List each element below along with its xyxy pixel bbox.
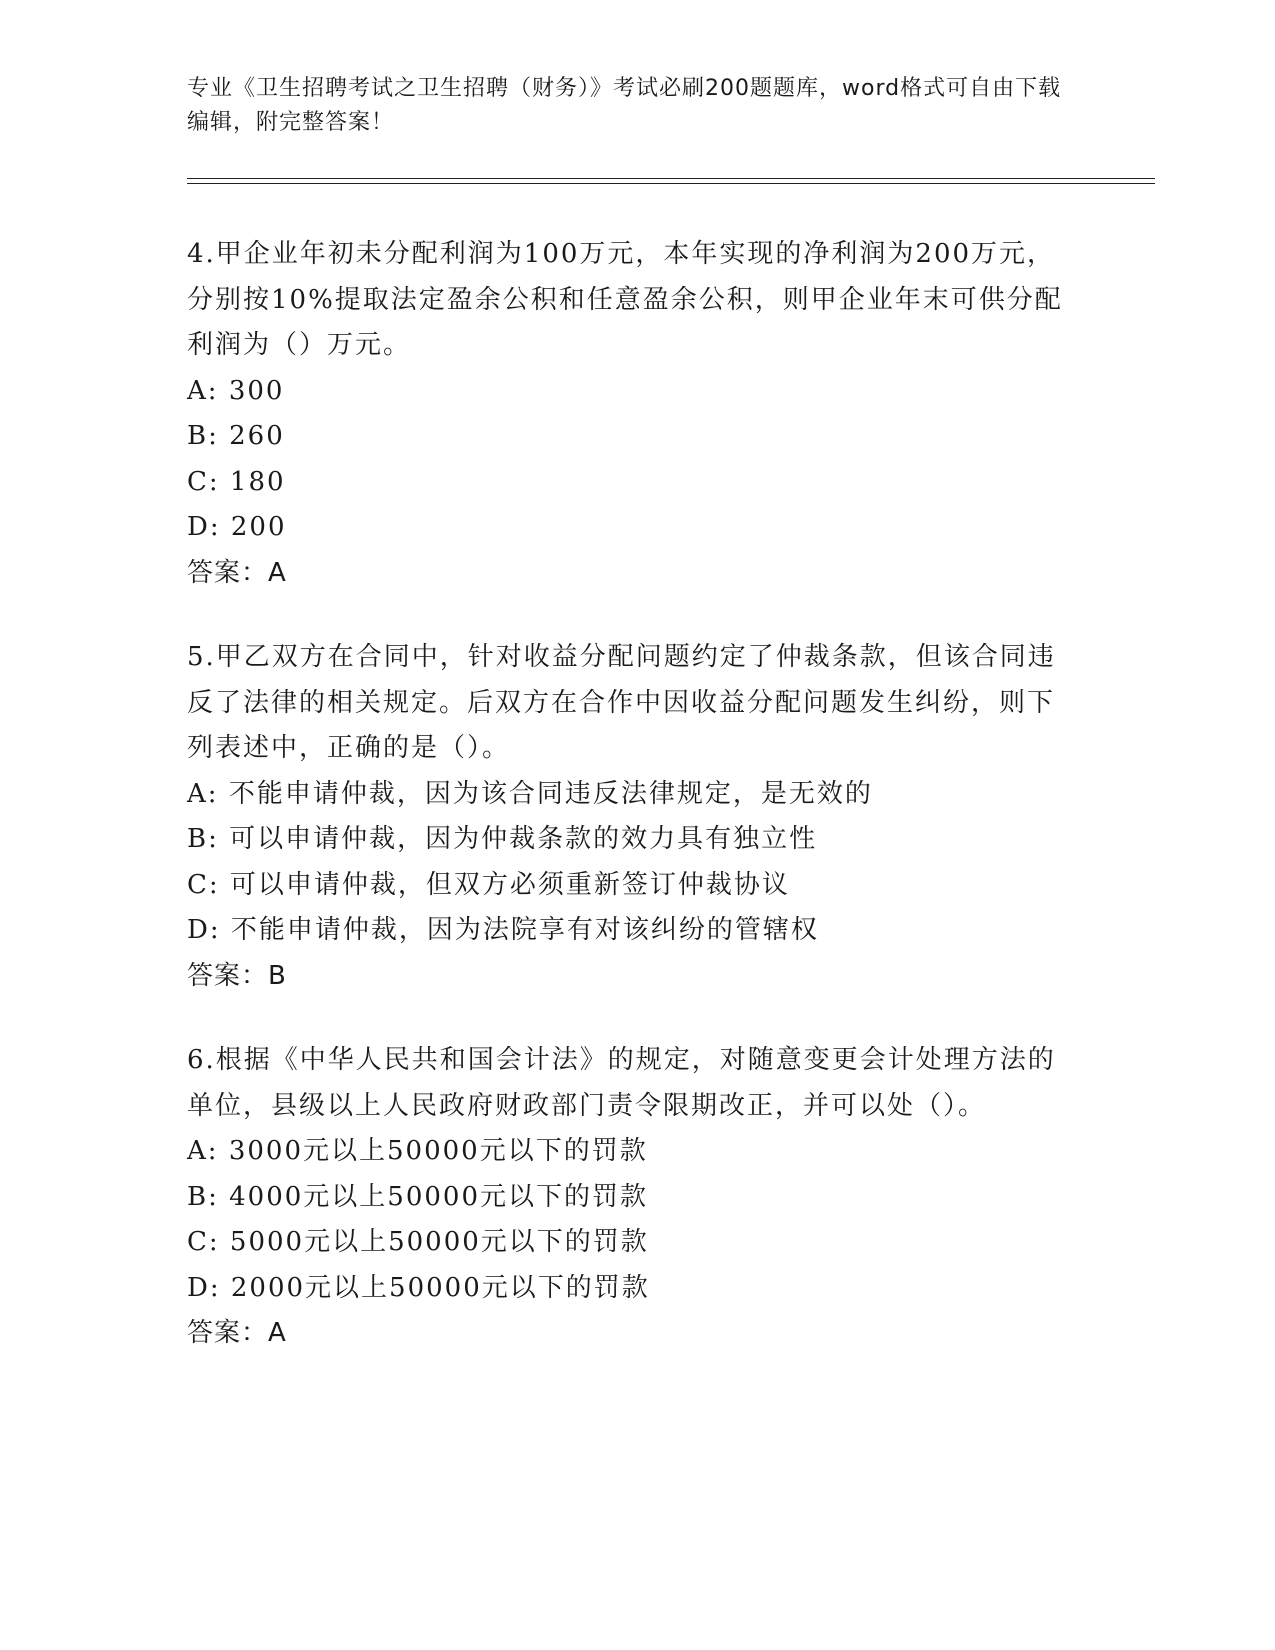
option-key: C: <box>187 466 220 497</box>
option-b <box>187 414 1067 460</box>
document-header: 专业《卫生招聘考试之卫生招聘（财务）》考试必刷200题题库，word格式可自由下载编辑，附完整答案！ <box>187 76 1062 135</box>
option-text: 300 <box>228 375 285 406</box>
question-list <box>187 232 1067 1396</box>
option-text: 200 <box>230 512 287 542</box>
option-d <box>187 505 1067 551</box>
question-stem: 6.根据《中华人民共和国会计法》的规定，对随意变更会计处理方法的单位，县级以上人民政府财政部门责令限期改正，并可以处（）。 <box>187 1045 1056 1121</box>
option-key: C: <box>187 1227 220 1257</box>
option-key: D: <box>187 1272 221 1303</box>
question-6 <box>187 1038 1067 1357</box>
answer-line: 答案：B <box>187 960 287 991</box>
option-c <box>187 1220 1067 1266</box>
option-key: B: <box>187 421 219 451</box>
option-a <box>187 772 1067 818</box>
answer-line: 答案：A <box>187 557 287 588</box>
option-key: C: <box>187 869 220 900</box>
option-text: 5000元以上50000元以下的罚款 <box>229 1227 649 1257</box>
option-text: 不能申请仲裁，因为法院享有对该纠纷的管辖权 <box>230 915 819 945</box>
option-a <box>187 369 1067 415</box>
option-text: 180 <box>229 466 286 497</box>
question-5 <box>187 635 1067 999</box>
option-b <box>187 817 1067 863</box>
option-key: B: <box>187 824 219 854</box>
header-double-rule <box>187 178 1155 184</box>
option-text: 不能申请仲裁，因为该合同违反法律规定，是无效的 <box>228 778 873 809</box>
option-a <box>187 1129 1067 1175</box>
question-4 <box>187 232 1067 596</box>
option-key: D: <box>187 512 221 542</box>
answer-line: 答案：A <box>187 1318 287 1348</box>
option-text: 260 <box>229 421 285 451</box>
option-text: 可以申请仲裁，但双方必须重新签订仲裁协议 <box>229 869 790 900</box>
option-c <box>187 863 1067 909</box>
option-text: 2000元以上50000元以下的罚款 <box>230 1272 650 1303</box>
question-stem: 5.甲乙双方在合同中，针对收益分配问题约定了仲裁条款，但该合同违反了法律的相关规定。后双方在合作中因收益分配问题发生纠纷，则下列表述中，正确的是（）。 <box>187 642 1056 763</box>
option-d <box>187 1266 1067 1312</box>
option-text: 3000元以上50000元以下的罚款 <box>228 1136 648 1166</box>
option-text: 可以申请仲裁，因为仲裁条款的效力具有独立性 <box>229 824 818 854</box>
option-key: B: <box>187 1181 219 1212</box>
option-text: 4000元以上50000元以下的罚款 <box>229 1181 649 1212</box>
option-key: A: <box>187 778 219 809</box>
option-c <box>187 460 1067 506</box>
option-b <box>187 1175 1067 1221</box>
option-key: D: <box>187 915 221 945</box>
option-key: A: <box>187 375 219 406</box>
option-d <box>187 908 1067 954</box>
question-stem: 4.甲企业年初未分配利润为100万元，本年实现的净利润为200万元，分别按10%提取法定盈余公积和任意盈余公积，则甲企业年末可供分配利润为（）万元。 <box>187 239 1063 360</box>
option-key: A: <box>187 1136 219 1166</box>
